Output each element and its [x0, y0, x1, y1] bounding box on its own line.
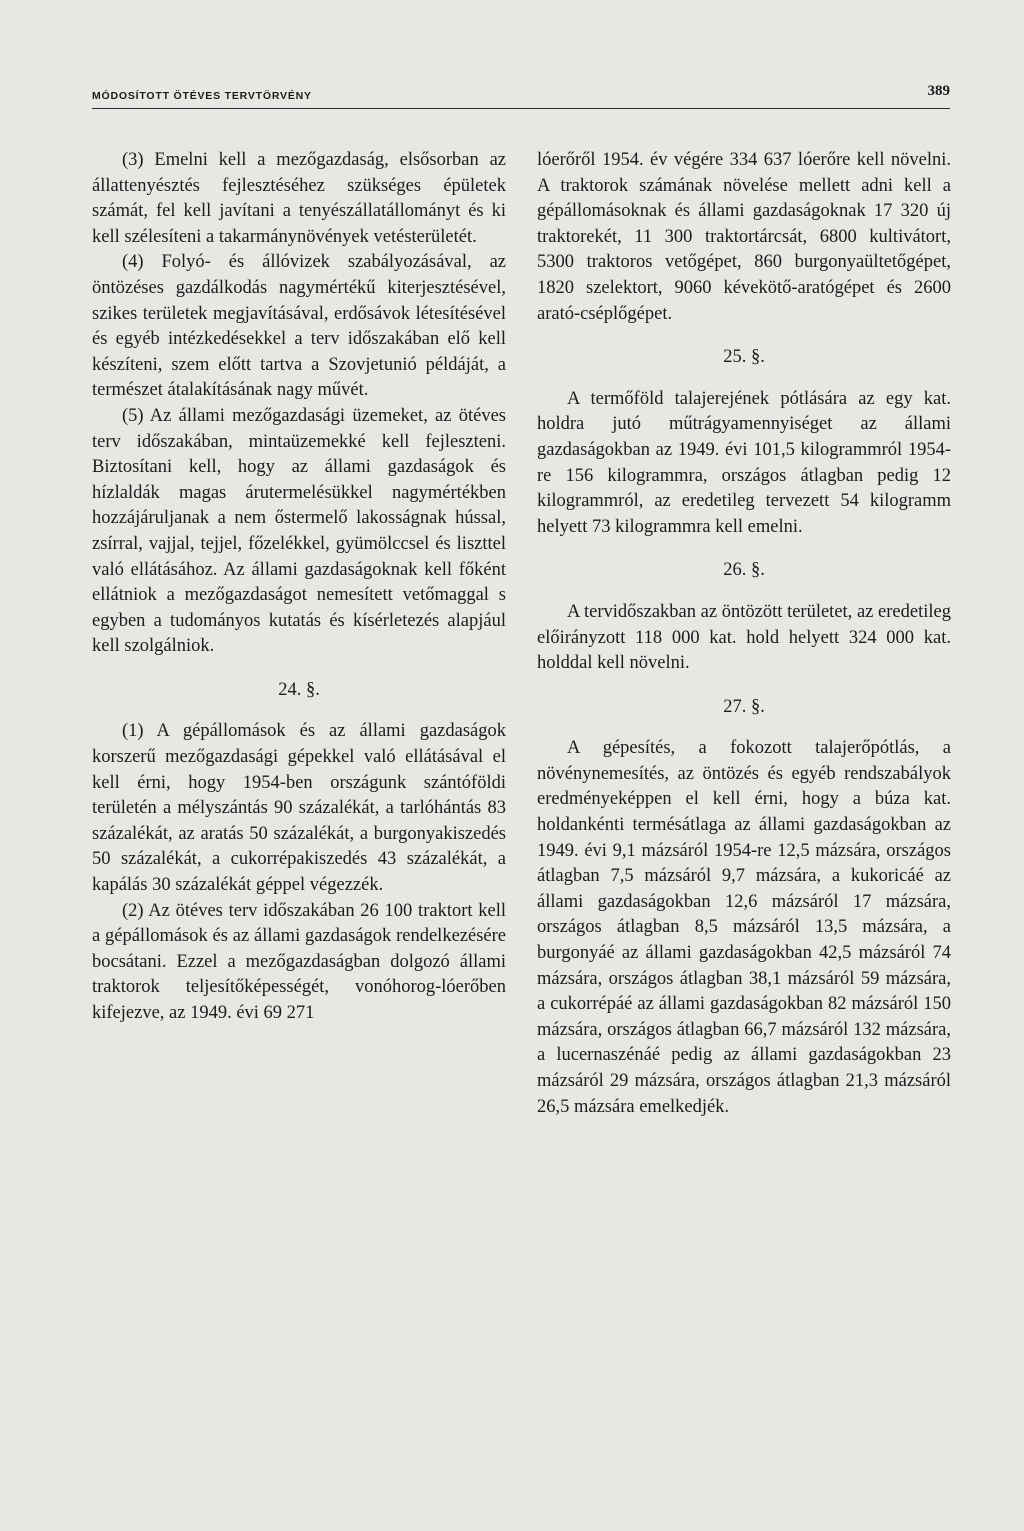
- paragraph-3: (3) Emelni kell a mezőgazdaság, elsősorban az állattenyésztés fejlesztéséhez szükséges épületek számát, fel kell javítani a tenyészállatállományt és ki kell szélesíteni a takarmánynövények vetésterületét.: [92, 150, 506, 247]
- running-head: MÓDOSÍTOTT ÖTÉVES TERVTÖRVÉNY: [92, 90, 312, 102]
- section-heading-24: 24. §.: [278, 679, 320, 700]
- paragraph-4: (4) Folyó- és állóvizek szabályozásával, az öntözéses gazdálkodás nagymértékű kiterjesztésével, szikes területek megjavításával, erdősávok létesítésével és egyéb intézkedésekkel a terv időszakában elő kell készíteni, szem előtt tartva a Szovjetunió példáját, a természet átalakításának nagy művét.: [92, 252, 506, 401]
- paragraph-24-2: (2) Az ötéves terv időszakában 26 100 traktort kell a gépállomások és az állami gazdaságok rendelkezésére bocsátani. Ezzel a mezőgazdaságban dolgozó állami traktorok teljesítőképességét, vonóhorog-lóerőben kifejezve, az 1949. évi 69 271: [92, 900, 506, 1023]
- paragraph-5: (5) Az állami mezőgazdasági üzemeket, az ötéves terv időszakában, mintaüzemekké kell fejleszteni. Biztosítani kell, hogy az állami gazdaságok és hízlaldák magas árutermelésükkel nagymértékben hozzájáruljanak a nem őstermelő lakosságnak hússal, zsírral, vajjal, tejjel, főzelékkel, gyümölccsel és liszttel való ellátásához. Az állami gazdaságoknak kell főként ellátniok a mezőgazdaságot nemesített vetőmaggal s egyben a tudományos kutatás és kísérletezés alapjául kell szolgálniok.: [92, 405, 506, 657]
- page-header: [92, 83, 950, 109]
- section-heading-27: 27. §.: [723, 696, 765, 717]
- paragraph-24-2-continued: lóerőről 1954. év végére 334 637 lóerőre kell növelni. A traktorok számának növelése mellett adni kell a gépállomásoknak és állami gazdaságoknak 17 320 új traktorekét, 11 300 traktortárcsát, 6800 kultivátort, 5300 traktoros vetőgépet, 860 burgonyaültetőgépet, 1820 szelektort, 9060 kévekötő-aratógépet és 2600 arató-cséplőgépet.: [537, 150, 951, 324]
- paragraph-26: A tervidőszakban az öntözött területet, az eredetileg előirányzott 118 000 kat. hold helyett 324 000 kat. holddal kell növelni.: [537, 601, 951, 674]
- left-column: [92, 148, 506, 1027]
- right-column: [537, 148, 951, 1120]
- page-number: 389: [927, 83, 950, 99]
- paragraph-24-1: (1) A gépállomások és az állami gazdaságok korszerű mezőgazdasági gépekkel való ellátásával el kell érni, hogy 1954-ben országunk szántóföldi területén a mélyszántás 90 százalékát, a tarlóhántás 83 százalékát, az aratás 50 százalékát, a burgonyakiszedés 50 százalékát, a cukorrépakiszedés 43 százalékát, a kapálás 30 százalékát géppel végezzék.: [92, 721, 506, 896]
- section-heading-25: 25. §.: [723, 347, 765, 368]
- section-heading-26: 26. §.: [723, 560, 765, 581]
- paragraph-27: A gépesítés, a fokozott talajerőpótlás, a növénynemesítés, az öntözés és egyéb rendszabályok eredményeképpen el kell érni, hogy a búza kat. holdankénti termésátlaga az állami gazdaságokban az 1949. évi 9,1 mázsáról 1954-re 12,5 mázsára, országos átlagban 7,5 mázsáról 9,7 mázsára, a kukoricáé az állami gazdaságokban 12,6 mázsáról 17 mázsára, országos átlagban 8,5 mázsáról 13,5 mázsára, a burgonyáé az állami gazdaságokban 42,5 mázsáról 74 mázsára, országos átlagban 38,1 mázsáról 59 mázsára, a cukorrépáé az állami gazdaságokban 82 mázsáról 150 mázsára, országos átlagban 66,7 mázsáról 132 mázsára, a lucernaszénáé pedig az állami gazdaságokban 23 mázsáról 29 mázsára, országos átlagban 21,3 mázsáról 26,5 mázsára emelkedjék.: [537, 738, 951, 1117]
- paragraph-25: A termőföld talajerejének pótlására az egy kat. holdra jutó műtrágyamennyiséget az állami gazdaságokban az 1949. évi 101,5 kilogrammról 1954-re 156 kilogrammra, országos átlagban pedig 12 kilogrammról, az eredetileg tervezett 54 kilogramm helyett 73 kilogrammra kell emelni.: [537, 388, 951, 537]
